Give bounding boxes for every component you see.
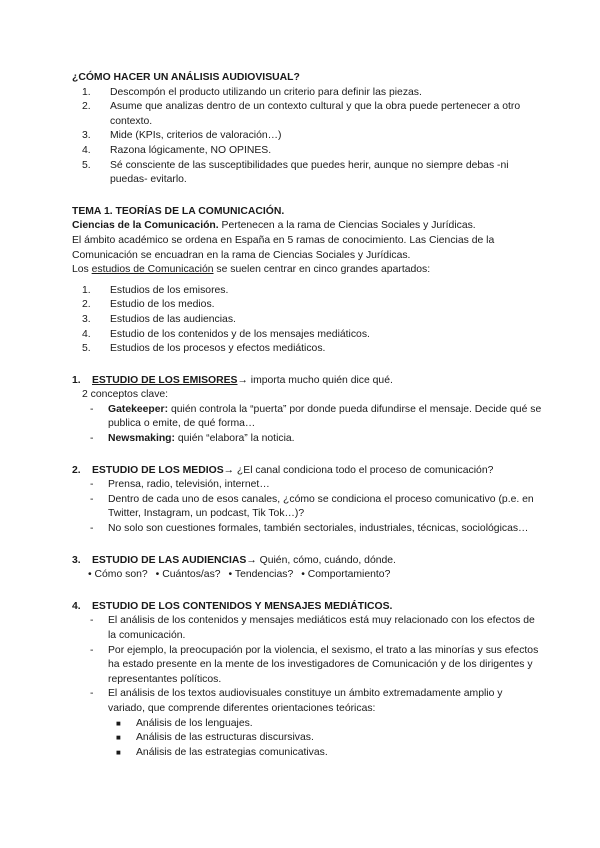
section-emisores-list: [72, 403, 542, 447]
list-item: 5. Estudios de los procesos y efectos mediáticos.: [82, 343, 326, 355]
list-item: - Por ejemplo, la preocupación por la violencia, el sexismo, el trato a las minorías y sus efectos ha estado presente en la mente de los investigadores de Comunicación y de los dirigentes y representantes políticos.: [90, 644, 539, 685]
section-contenidos-sublist: [72, 717, 542, 761]
list-item: 3. Estudios de las audiencias.: [82, 313, 236, 325]
section-contenidos-list: [72, 614, 542, 716]
list-item: 3. Mide (KPIs, criterios de valoración…): [82, 130, 282, 142]
section-audiencias-heading: 3. ESTUDIO DE LAS AUDIENCIAS→ Quién, cómo, cuándo, dónde.: [72, 554, 396, 566]
section-medios-heading: 2. ESTUDIO DE LOS MEDIOS→ ¿El canal condiciona todo el proceso de comunicación?: [72, 464, 494, 476]
tema-list: [72, 284, 542, 357]
list-item: 2. Asume que analizas dentro de un contexto cultural y que la obra puede pertenecer a otro contexto.: [82, 101, 521, 127]
tema-paragraph: El ámbito académico se ordena en España en 5 ramas de conocimiento. Las Ciencias de la Comunicación se encuadran en la rama de Ciencias Sociales y Jurídicas.: [72, 234, 495, 261]
list-item: 1. Descompón el producto utilizando un criterio para definir las piezas.: [82, 86, 422, 98]
tema-intro: Ciencias de la Comunicación. Pertenecen a la rama de Ciencias Sociales y Jurídicas.: [72, 220, 476, 232]
list-item: - No solo son cuestiones formales, también sectoriales, industriales, técnicas, sociológicas…: [90, 523, 529, 535]
list-item: 4. Razona lógicamente, NO OPINES.: [82, 144, 272, 156]
list-item: - Dentro de cada uno de esos canales, ¿cómo se condiciona el proceso comunicativo (p.e. en Twitter, Instagram, un podcast, Tik Tok…)?: [90, 493, 534, 520]
section-audiencias-bullets: • Cómo son? • Cuántos/as? • Tendencias? • Comportamiento?: [88, 569, 391, 581]
list-item: - El análisis de los textos audiovisuales constituye un ámbito extremadamente amplio y variado, que comprende diferentes orientaciones teóricas:: [90, 688, 503, 714]
section-medios-list: [72, 478, 542, 536]
intro-list: [72, 86, 542, 188]
list-item: 4. Estudio de los contenidos y de los mensajes mediáticos.: [82, 328, 370, 340]
list-item: - El análisis de los contenidos y mensajes mediáticos está muy relacionado con los efectos de la comunicación.: [90, 615, 535, 641]
list-item: 1. Estudios de los emisores.: [82, 284, 229, 296]
intro-heading: ¿CÓMO HACER UN ANÁLISIS AUDIOVISUAL?: [72, 72, 300, 83]
section-contenidos-heading: 4. ESTUDIO DE LOS CONTENIDOS Y MENSAJES MEDIÁTICOS.: [72, 600, 393, 612]
list-item: 2. Estudio de los medios.: [82, 299, 215, 311]
list-item: ■ Análisis de las estructuras discursivas.: [116, 732, 314, 744]
list-item: - Newsmaking: quién “elabora” la noticia.: [90, 433, 295, 445]
tema-heading: TEMA 1. TEORÍAS DE LA COMUNICACIÓN.: [72, 205, 285, 217]
section-emisores-sub: 2 conceptos clave:: [82, 389, 169, 401]
list-item: - Gatekeeper: quién controla la “puerta” por donde pueda difundirse el mensaje. Decide qué se publica o emite, de qué forma…: [90, 403, 542, 430]
list-item: 5. Sé consciente de las susceptibilidades que puedes herir, aunque no siempre debas -ni puedas- evitarlo.: [82, 159, 509, 186]
list-item: ■ Análisis de los lenguajes.: [116, 717, 253, 729]
tema-paragraph-2: Los estudios de Comunicación se suelen centrar en cinco grandes apartados:: [72, 264, 431, 276]
document-page: [72, 71, 542, 760]
list-item: ■ Análisis de las estrategias comunicativas.: [116, 746, 328, 758]
section-emisores-heading: 1. ESTUDIO DE LOS EMISORES→ importa mucho quién dice qué.: [72, 374, 393, 386]
list-item: - Prensa, radio, televisión, internet…: [90, 479, 270, 491]
